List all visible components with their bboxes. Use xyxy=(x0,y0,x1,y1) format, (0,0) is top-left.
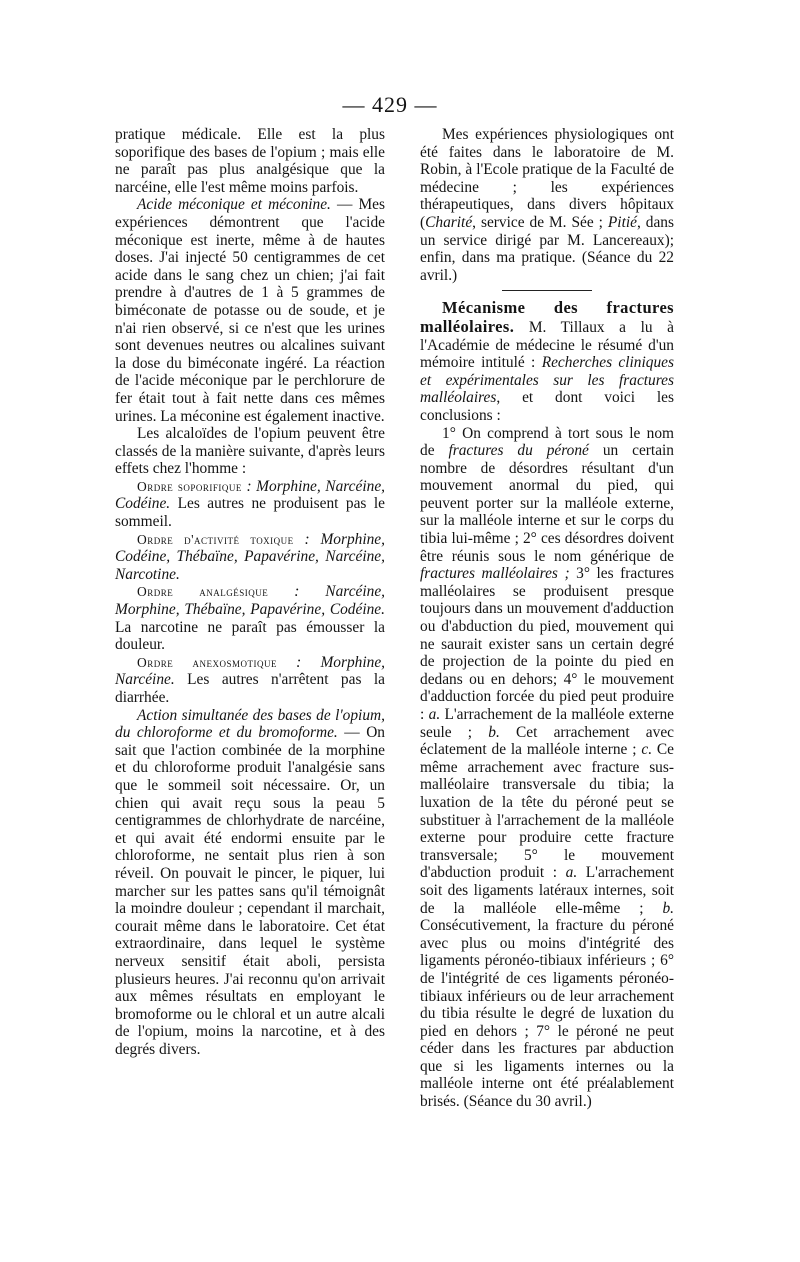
section-title-meconic-acid: Acide méconique et méconine. xyxy=(137,196,331,214)
order-soporific xyxy=(115,478,385,531)
text-span: 1° On comprend à tort sous le nom de xyxy=(420,424,674,460)
paragraph-experiments xyxy=(420,126,674,284)
section-divider xyxy=(502,290,592,291)
text-span: , dans un service dirigé par M. Lancereaux); enfin, dans ma pratique. (Séance du 22 avril.) xyxy=(420,213,674,284)
order-items: : Morphine, Narcéine, Codéine. xyxy=(115,477,385,513)
page-number: — 429 — xyxy=(342,92,438,117)
list-letter: a. xyxy=(565,864,578,882)
text-span: , service de M. Sée ; xyxy=(472,213,608,231)
paragraph-conclusions xyxy=(420,425,674,1111)
order-note: Les autres ne produisent pas le sommeil. xyxy=(115,495,385,531)
paragraph-malleolar-fractures xyxy=(420,299,674,424)
list-letter: b. xyxy=(662,899,674,917)
order-note: Les autres n'arrêtent pas la diarrhée. xyxy=(115,671,385,706)
text-span: Ce même arrachement avec fracture sus-malléolaire transversale du tibia; la luxation de la tête du péroné peut se substituer à l'arrachement de la malléole externe pour produire cette fracture transversale; 5° le mouvement d'abduction produit : xyxy=(420,741,674,882)
section-title-simultaneous-action: Action simultanée des bases de l'opium, du chloroforme et du bromoforme. xyxy=(115,706,385,742)
text-span: L'arrachement de la malléole externe seule ; xyxy=(420,706,674,741)
term: fractures du péroné xyxy=(448,442,589,460)
paragraph-alkaloid-classification: Les alcaloïdes de l'opium peuvent être classés de la manière suivante, d'après leurs effets chez l'homme : xyxy=(115,425,385,478)
memoir-title: Recherches cliniques et expérimentales sur les fractures malléolaires xyxy=(420,354,674,407)
text-span: , et dont voici les conclusions : xyxy=(420,389,674,424)
hospital-name: Pitié xyxy=(607,213,637,231)
text-span: Cet arrachement avec éclatement de la malléole interne ; xyxy=(420,723,674,759)
order-anexosmotic xyxy=(115,654,385,707)
paragraph-text: — Mes expériences démontrent que l'acide méconique est inerte, même à de hautes doses. J'ai injecté 50 centigrammes de cet acide dans le sang chez un chien; j'ai fait prendre à d'autres de 1 à 5 grammes de biméconate de potasse ou de soude, et je n'ai rien observé, si ce n'est que les urines sont devenues neutres ou alcalines suivant la dose du biméconate ingéré. La réaction de l'acide méconique par le perchlorure de fer était tout à fait nette dans ces mêmes urines. La méconine est également inactive. xyxy=(115,196,386,425)
paragraph-text: — On sait que l'action combinée de la morphine et du chloroforme produit l'analgésie sans que le sommeil soit nécessaire. Or, un chien qui avait reçu sous la peau 5 centigrammes de chlorhydrate de narcéine, et qui avait été endormi ensuite par le chloroforme, ne sentait plus rien à son réveil. On pouvait le pincer, le piquer, lui marcher sur les pattes sans qu'il témoignât la moindre douleur ; cependant il marchait, courait même dans le laboratoire. Cet état extraordinaire, dans lequel le système nerveux sensitif était aboli, persista plusieurs heures. J'ai reconnu qu'on arrivait aux mêmes résultats en employant le bromoforme ou le chloral et un autre alcali de l'opium, moins la narcotine, et à des degrés divers. xyxy=(115,724,386,1058)
text-span: M. Tillaux a lu à l'Académie de médecine le résumé d'un mémoire intitulé : xyxy=(420,318,674,372)
right-column xyxy=(420,126,674,1111)
text-span: Mes expériences physiologiques ont été faites dans le laboratoire de M. Robin, à l'Ecole pratique de la Faculté de médecine ; les expériences thérapeutiques, dans divers hôpitaux ( xyxy=(420,126,674,231)
term: fractures malléolaires ; xyxy=(420,565,570,583)
text-span: un certain nombre de désordres résultant d'un mouvement anormal du pied, qui peuvent porter sur la malléole externe, sur la malléole interne et sur le corps du tibia lui-même ; 2° ces désordres doivent être réunis sous le nom générique de xyxy=(420,442,675,565)
order-toxic-activity xyxy=(115,531,385,584)
left-column xyxy=(115,126,385,1058)
list-letter: a. xyxy=(428,706,441,723)
hospital-name: Charité xyxy=(425,213,473,231)
order-label: Ordre d'activité toxique xyxy=(137,531,294,547)
list-letter: c. xyxy=(641,741,653,759)
paragraph-meconic-acid xyxy=(115,196,385,425)
order-label: Ordre anexosmotique xyxy=(137,654,277,670)
paragraph-opium-narceine: pratique médicale. Elle est la plus soporifique des bases de l'opium ; mais elle ne paraît pas plus analgésique que la narcéine, elle l'est même moins parfois. xyxy=(115,126,385,196)
order-items: : Morphine, Narcéine. xyxy=(115,653,386,689)
order-label: Ordre analgésique xyxy=(137,584,269,600)
order-items: : Narcéine, Morphine, Thébaïne, Papavérine, Codéine. xyxy=(115,583,386,619)
article-heading: Mécanisme des fractures malléolaires. xyxy=(420,298,674,336)
paragraph-simultaneous-action xyxy=(115,707,385,1059)
order-note: La narcotine ne paraît pas émousser la douleur. xyxy=(115,618,385,654)
order-items: : Morphine, Codéine, Thébaïne, Papavérine, Narcéine, Narcotine. xyxy=(115,530,385,583)
list-letter: b. xyxy=(488,723,500,741)
order-label: Ordre soporifique xyxy=(137,478,242,494)
text-span: Consécutivement, la fracture du péroné avec plus ou moins d'intégrité des ligaments péronéo-tibiaux inférieurs ; 6° de l'intégrité de ces ligaments péronéo-tibiaux inférieurs ou de leur arrachement du tibia résulte le degré de luxation du pied en dehors ; 7° le péroné ne peut céder dans les fractures par abduction que si les ligaments internes ou la malléole interne ont été préalablement brisés. (Séance du 30 avril.) xyxy=(420,917,674,1111)
order-analgesic xyxy=(115,583,385,653)
text-span: L'arrachement soit des ligaments latéraux internes, soit de la malléole elle-même ; xyxy=(420,864,674,917)
text-span: 3° les fractures malléolaires se produisent presque toujours dans un mouvement d'adduction ou d'abduction du pied, mouvement qui ne saurait exister sans un certain degré de projection de la pointe du pied en dedans ou en dehors; 4° le mouvement d'adduction forcée du pied peut produire : xyxy=(420,565,674,723)
